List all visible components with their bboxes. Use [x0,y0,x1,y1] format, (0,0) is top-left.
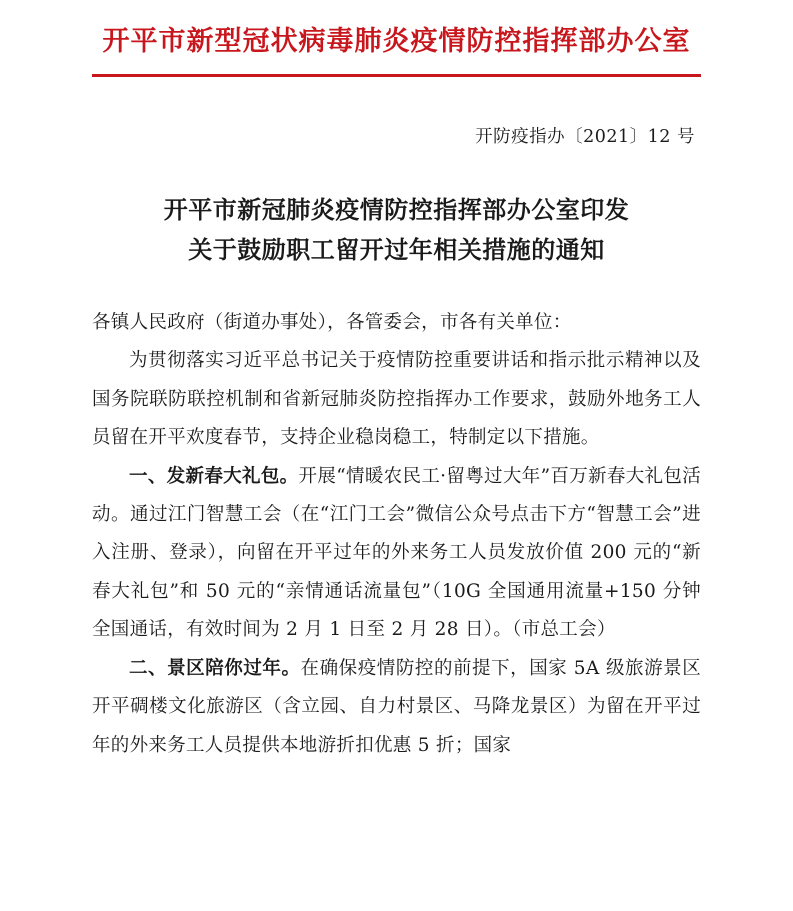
salutation: 各镇人民政府（街道办事处），各管委会，市各有关单位： [92,311,572,333]
paragraph-item-1 [92,458,701,650]
item-2-lead: 二、景区陪你过年。 [129,657,301,679]
item-1-lead: 一、发新春大礼包。 [129,465,299,487]
document-title-line-2: 关于鼓励职工留开过年相关措施的通知 [188,235,605,265]
item-2-text: 在确保疫情防控的前提下，国家 5A 级旅游景区开平碉楼文化旅游区（含立园、自力村景区、马降龙景区）为留在开平过年的外来务工人员提供本地游折扣优惠 5 折；国家 [92,657,701,756]
document-body [92,304,701,766]
paragraph-preamble: 为贯彻落实习近平总书记关于疫情防控重要讲话和指示批示精神以及国务院联防联控机制和省新冠肺炎防控指挥办工作要求，鼓励外地务工人员留在开平欢度春节，支持企业稳岗稳工，特制定以下措施。 [92,350,701,449]
masthead-red-rule [92,74,701,77]
document-title-line-1: 开平市新冠肺炎疫情防控指挥部办公室印发 [163,195,630,225]
item-1-text: 开展“情暖农民工·留粤过大年”百万新春大礼包活动。通过江门智慧工会（在“江门工会”微信公众号点击下方“智慧工会”进入注册、登录），向留在开平过年的外来务工人员发放价值 200 元的“新春大礼包”和 50 元的“亲情通话流量包”（10G 全国通用流量+150 分钟全国通话，有效时间为 2 月 1 日至 2 月 28 日）。（市总工会） [92,465,702,641]
paragraph-item-2 [92,650,701,765]
masthead-title: 开平市新型冠状病毒肺炎疫情防控指挥部办公室 [102,26,691,57]
document-title [92,190,701,269]
document-number: 开防疫指办〔2021〕12 号 [475,127,695,148]
masthead [92,0,701,77]
